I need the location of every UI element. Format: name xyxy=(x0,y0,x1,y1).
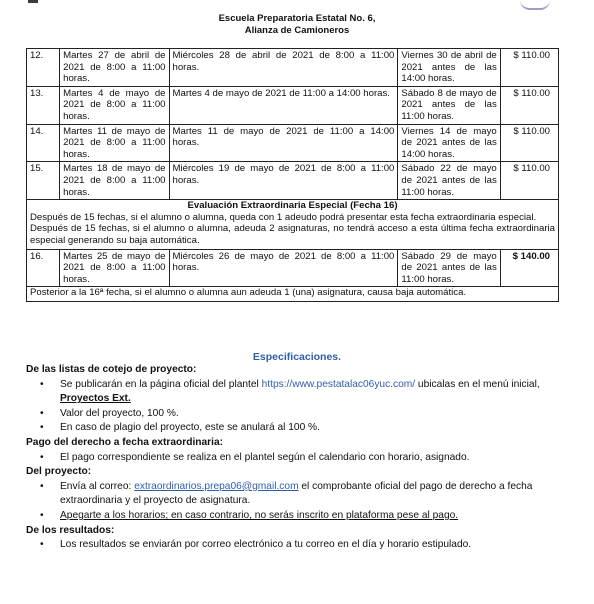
table-row xyxy=(27,49,559,87)
website-link[interactable]: https://www.pestatalac06yuc.com/ xyxy=(261,378,416,390)
results-list xyxy=(26,538,562,553)
document-header xyxy=(0,13,594,37)
date-number: 13. xyxy=(27,86,60,124)
payment-deadline: Sábado 29 de mayo de 2021 antes de las 11:00 horas. xyxy=(398,249,500,287)
specifications-section xyxy=(26,363,562,553)
special-exam-block xyxy=(27,200,559,249)
proyectos-ext-link[interactable]: Proyectos Ext. xyxy=(60,393,131,405)
cost: $ 140.00 xyxy=(500,249,558,287)
final-note: Posterior a la 16ª fecha, si el alumno o alumna aun adeuda 1 (una) asignatura, causa baja automática. xyxy=(27,287,559,302)
extra-exam-date: Miércoles 28 de abril de 2021 de 8:00 a 11:00 horas. xyxy=(169,49,398,87)
table-row xyxy=(27,249,559,287)
project-checklists-list xyxy=(26,378,562,436)
section-heading-payment: Pago del derecho a fecha extraordinaria: xyxy=(26,436,224,448)
date-number: 14. xyxy=(27,124,60,162)
list-item: • En caso de plagio del proyecto, este se anulará al 100 %. xyxy=(60,421,562,436)
list-item: • El pago correspondiente se realiza en el plantel según el calendario con horario, asignado. xyxy=(60,451,562,466)
table-row xyxy=(27,86,559,124)
date-number: 12. xyxy=(27,49,60,87)
list-item: • Los resultados se enviarán por correo electrónico a tu correo en el día y horario estipulado. xyxy=(60,538,562,553)
top-strip xyxy=(0,0,594,10)
extra-exam-date: Martes 11 de mayo de 2021 de 11:00 a 14:00 horas. xyxy=(169,124,398,162)
payment-deadline: Viernes 30 de abril de 2021 antes de las 14:00 horas. xyxy=(398,49,500,87)
extra-exam-date: Miércoles 19 de mayo de 2021 de 8:00 a 11:00 horas. xyxy=(169,162,398,200)
special-exam-section xyxy=(27,200,559,249)
ordinary-exam-date: Martes 18 de mayo de 2021 de 8:00 a 11:00 horas. xyxy=(60,162,169,200)
table-row xyxy=(27,124,559,162)
special-exam-rule-1: Después de 15 fechas, si el alumno o alumna, queda con 1 adeudo podrá presentar esta fecha extraordinaria especial. xyxy=(30,211,537,223)
cost: $ 110.00 xyxy=(500,86,558,124)
section-heading-project: Del proyecto: xyxy=(26,466,92,478)
header-logo-fragment-left xyxy=(28,0,38,3)
header-logo-fragment-right xyxy=(520,0,550,10)
cost: $ 110.00 xyxy=(500,49,558,87)
school-name: Escuela Preparatoria Estatal No. 6, xyxy=(218,13,376,24)
extra-exam-date: Miércoles 26 de mayo de 2021 de 8:00 a 11:00 horas. xyxy=(169,249,398,287)
table-row xyxy=(27,162,559,200)
special-exam-rule-2: Después de 15 fechas, si el alumno o alumna, adeuda 2 asignaturas, no tendrá acceso a esta última fecha extraordinaria especial generando su baja automática. xyxy=(30,223,555,246)
email-link[interactable]: extraordinarios.prepa06@gmail.com xyxy=(134,480,299,492)
date-number: 16. xyxy=(27,249,60,287)
list-item: • Valor del proyecto, 100 %. xyxy=(60,407,562,422)
final-note-row xyxy=(27,287,559,302)
special-exam-title: Evaluación Extraordinaria Especial (Fecha 16) xyxy=(187,200,398,212)
section-heading-results: De los resultados: xyxy=(26,524,115,536)
payment-deadline: Sábado 8 de mayo de 2021 antes de las 11:00 horas. xyxy=(398,86,500,124)
extra-exam-date: Martes 4 de mayo de 2021 de 11:00 a 14:00 horas. xyxy=(169,86,398,124)
school-campus: Alianza de Camioneros xyxy=(244,25,350,36)
payment-deadline: Viernes 14 de mayo de 2021 antes de las 14:00 horas. xyxy=(398,124,500,162)
ordinary-exam-date: Martes 11 de mayo de 2021 de 8:00 a 11:00 horas. xyxy=(60,124,169,162)
list-item: • Se publicarán en la página oficial del plantel https://www.pestatalac06yuc.com/ ubicalas en el menú inicial, Proyectos Ext. xyxy=(60,378,562,407)
date-number: 15. xyxy=(27,162,60,200)
list-item: • Envía al correo: extraordinarios.prepa06@gmail.com el comprobante oficial del pago de derecho a fecha extraordinaria y el proyecto de asignatura. xyxy=(60,480,562,509)
specifications-title: Especificaciones. xyxy=(252,351,342,363)
schedule-table xyxy=(26,48,559,302)
ordinary-exam-date: Martes 4 de mayo de 2021 de 8:00 a 11:00 horas. xyxy=(60,86,169,124)
ordinary-exam-date: Martes 25 de mayo de 2021 de 8:00 a 11:00 horas. xyxy=(60,249,169,287)
ordinary-exam-date: Martes 27 de abril de 2021 de 8:00 a 11:00 horas. xyxy=(60,49,169,87)
section-heading-project-checklists: De las listas de cotejo de proyecto: xyxy=(26,364,197,375)
project-list xyxy=(26,480,562,524)
cost: $ 110.00 xyxy=(500,124,558,162)
payment-deadline: Sábado 22 de mayo de 2021 antes de las 11:00 horas. xyxy=(398,162,500,200)
payment-list xyxy=(26,451,562,466)
cost: $ 110.00 xyxy=(500,162,558,200)
list-item: • Apegarte a los horarios; en caso contrario, no serás inscrito en plataforma pese al pago. xyxy=(60,509,562,524)
